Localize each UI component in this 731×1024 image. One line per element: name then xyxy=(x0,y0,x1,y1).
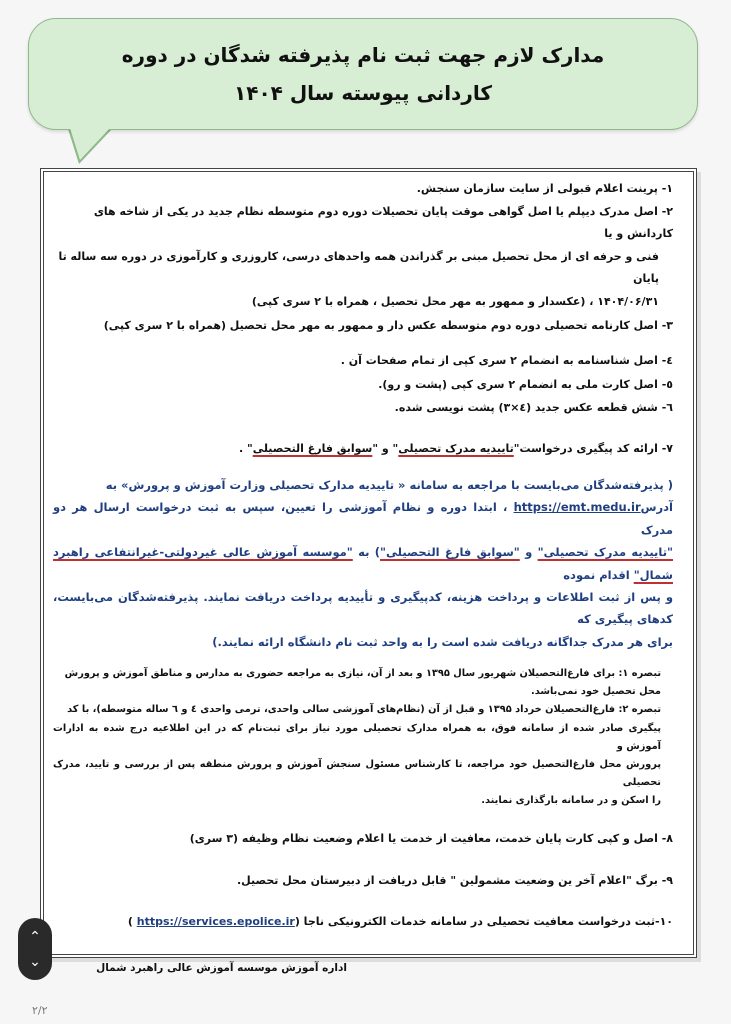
item-10-post: ) xyxy=(127,914,137,928)
header-bubble xyxy=(28,18,698,130)
document-content xyxy=(53,178,673,934)
item-7-underlined-2: سوابق فارغ التحصیلی xyxy=(252,442,373,456)
remark-1-line1: تبصره ۱: برای فارغ‌التحصیلان شهریور سال ۱۳۹۵ و بعد از آن، نیازی به مراجعه حضوری به مدارس و مناطق آموزش و پرورش xyxy=(64,668,661,680)
bubble-tail xyxy=(70,128,110,160)
item-3: ۳- اصل کارنامه تحصیلی دوره دوم متوسطه عکس دار و ممهور به مهر محل تحصیل (همراه با ۲ سری کپی) xyxy=(103,318,673,332)
remark-2-line3: پرورش محل فارغ‌التحصیل خود مراجعه، تا کارشناس مسئول سنجش آموزش و پرورش منطقه پس از بررسی و تایید، مدرک تحصیلی xyxy=(53,758,661,788)
item-10 xyxy=(53,911,673,932)
chevron-up-icon[interactable]: ⌃ xyxy=(29,928,41,945)
note-line3 xyxy=(53,541,673,586)
page-number: ۲/۲ xyxy=(32,1004,48,1017)
chevron-down-icon[interactable]: ⌄ xyxy=(29,953,41,970)
item-1: ۱- پرینت اعلام قبولی از سایت سازمان سنجش. xyxy=(416,182,673,195)
remarks-block xyxy=(53,665,673,810)
note-and: و xyxy=(519,545,538,560)
page-scroll-widget xyxy=(18,918,52,980)
page-title-line2: کاردانی پیوسته سال ۱۴۰۴ xyxy=(234,81,492,105)
note-quote-3: "موسسه آموزش عالی غیردولتی-غیرانتفاعی راهبرد شمال" xyxy=(53,545,673,582)
note-line3-post: اقدام نموده xyxy=(563,567,634,582)
remark-2-line1: تبصره ۲: فارغ‌التحصیلان خرداد ۱۳۹۵ و قبل از آن (نظام‌های آموزشی سالی واحدی، ترمی واحدی ٤ و ٦ ساله متوسطه)، با کد xyxy=(67,704,661,716)
item-9: ۹- برگ "اعلام آخر ین وضعیت مشمولین " قابل دریافت از دبیرستان محل تحصیل. xyxy=(237,873,673,887)
item-7-mid: " و " xyxy=(372,442,399,456)
item-2-line3: ۱۴۰۴/۰۶/۳۱ ، (عکسدار و ممهور به مهر محل تحصیل ، همراه با ۲ سری کپی) xyxy=(251,295,659,309)
note-block xyxy=(53,474,673,653)
item-2-line1: ۲- اصل مدرک دیپلم یا اصل گواهی موقت پایان تحصیلات دوره دوم متوسطه نظام جدید در یکی از شاخه های کاردانش و یا xyxy=(93,205,673,240)
item-5: ٥- اصل کارت ملی به انضمام ۲ سری کپی (پشت و رو). xyxy=(378,377,673,391)
item-7-suffix: " . xyxy=(238,442,253,456)
item-7-underlined-1: تاییدیه مدرک تحصیلی xyxy=(398,442,514,456)
note-quote-2: "سوابق فارغ التحصیلی" xyxy=(380,545,520,560)
page-title-line1: مدارک لازم جهت ثبت نام پذیرفته شدگان در دوره xyxy=(121,43,605,67)
note-line1: ( پذیرفته‌شدگان می‌بایست با مراجعه به سامانه « تاییدیه مدارک تحصیلی وزارت آموزش و پرورش» به xyxy=(105,477,673,492)
emt-link[interactable]: https://emt.medu.ir xyxy=(513,500,641,515)
note-line2 xyxy=(53,496,673,541)
item-4: ٤- اصل شناسنامه به انضمام ۲ سری کپی از تمام صفحات آن . xyxy=(340,354,673,368)
remark-1-line2: محل تحصیل خود نمی‌باشد. xyxy=(530,686,661,698)
item-10-pre: ۱۰-ثبت درخواست معافیت تحصیلی در سامانه خدمات الکترونیکی ناجا ( xyxy=(294,914,673,928)
item-6: ٦- شش قطعه عکس جدید (٤×۳) پشت نویسی شده. xyxy=(394,400,673,414)
note-quote-1: "تاییدیه مدرک تحصیلی" xyxy=(537,545,674,560)
epolice-link[interactable]: https://services.epolice.ir xyxy=(136,914,295,928)
note-line2-post: ، ابتدا دوره و نظام آموزشی را تعیین، سپس به ثبت درخواست ارسال هر دو مدرک xyxy=(53,500,673,537)
note-mid: ) به xyxy=(352,545,381,560)
footer-office: اداره آموزش موسسه آموزش عالی راهبرد شمال xyxy=(96,962,347,974)
item-2-line2: فنی و حرفه ای از محل تحصیل مبنی بر گذراندن همه واحدهای درسی، کاروزری و کارآموزی در دوره سه ساله تا پایان xyxy=(58,250,659,285)
remark-2-line2: پیگیری صادر شده از سامانه فوق، به همراه مدارک تحصیلی مورد نیاز برای ثبت‌نام که در این اطلاعیه درج شده به ادارات آموزش و xyxy=(53,722,661,752)
item-8: ۸- اصل و کپی کارت پایان خدمت، معافیت از خدمت یا اعلام وضعیت نظام وظیفه (۳ سری) xyxy=(189,832,673,846)
note-line2-pre: آدرس xyxy=(640,500,673,515)
item-7 xyxy=(53,438,673,459)
note-line4: و پس از ثبت اطلاعات و پرداخت هزینه، کدپیگیری و تأییدیه پرداخت دریافت نمایند. پذیرفته‌شدگان می‌بایست، کدهای پیگیری که xyxy=(53,589,673,627)
item-7-prefix: ۷- ارائه کد پیگیری درخواست" xyxy=(513,442,673,456)
note-line5: برای هر مدرک جداگانه دریافت شده است را به واحد ثبت نام دانشگاه ارائه نمایند.) xyxy=(212,634,673,649)
remark-2-line4: را اسکن و در سامانه بارگذاری نمایند. xyxy=(481,794,661,806)
